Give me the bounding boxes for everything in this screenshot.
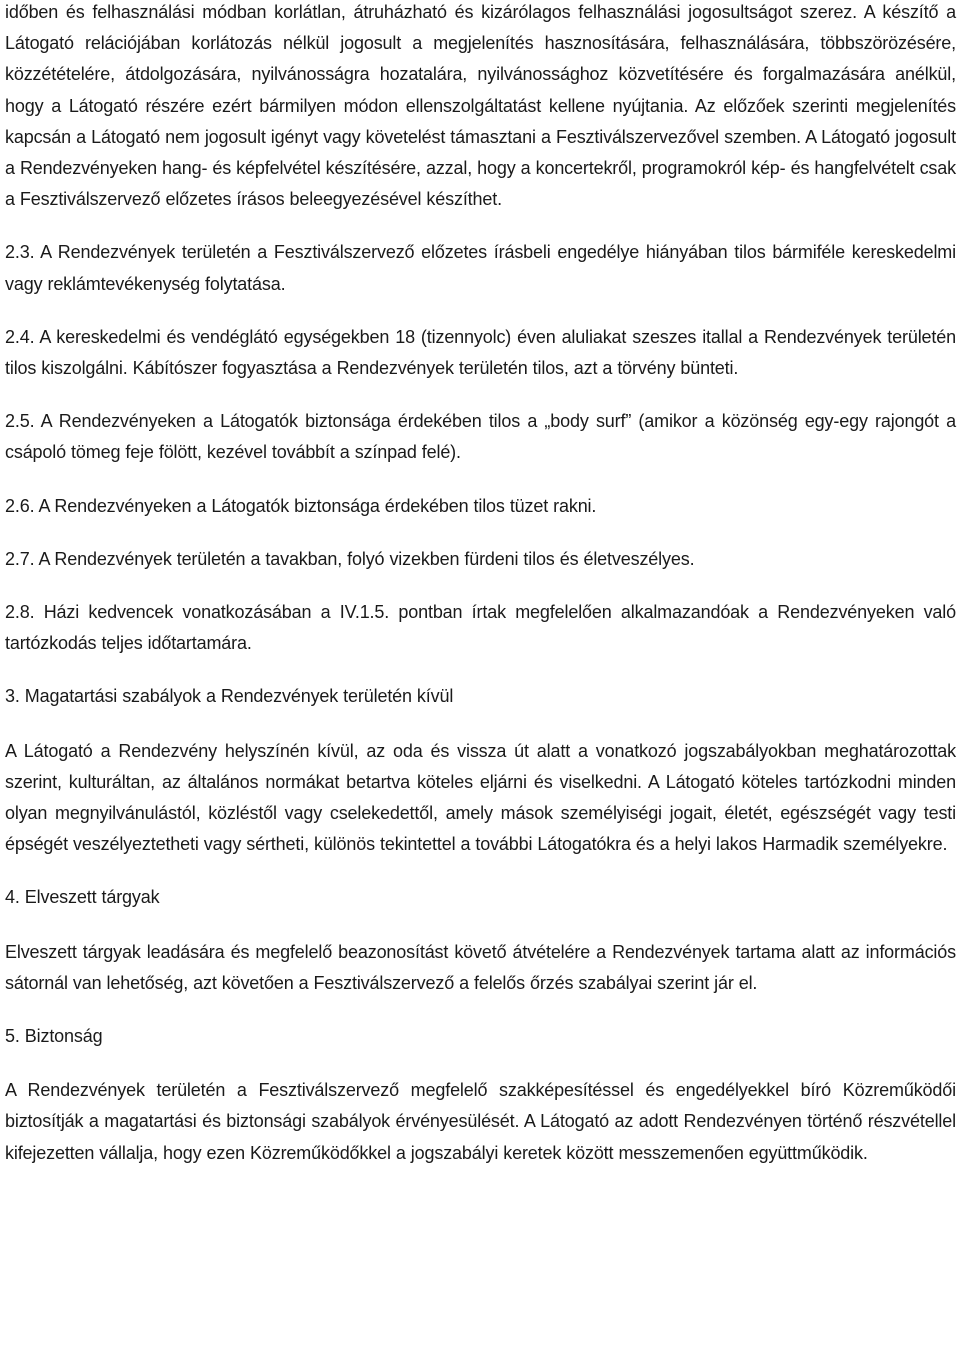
paragraph-intro: időben és felhasználási módban korlátlan, átruházható és kizárólagos felhasználási jogosultságot szerez. A készítő a Látogató relációjában korlátozás nélkül jogosult a megjelenítés hasznosítására, felhasználására, többszörözésére, közzétételére, átdolgozására, nyilvánosságra hozatalára, nyilvánossághoz közvetítésére és forgalmazására anélkül, hogy a Látogató részére ezért bármilyen módon ellenszolgáltatást kellene nyújtania. Az előzőek szerinti megjelenítés kapcsán a Látogató nem jogosult igényt vagy követelést támasztani a Fesztiválszervezővel szemben. A Látogató jogosult a Rendezvényeken hang- és képfelvétel készítésére, azzal, hogy a koncertekről, programokról kép- és hangfelvételt csak a Fesztiválszervező előzetes írásos beleegyezésével készíthet. bbox=[5, 2, 956, 210]
paragraph-2-3: 2.3. A Rendezvények területén a Fesztiválszervező előzetes írásbeli engedélye hiányában tilos bármiféle kereskedelmi vagy reklámtevékenység folytatása. bbox=[5, 242, 956, 294]
paragraph-2-6: 2.6. A Rendezvényeken a Látogatók biztonsága érdekében tilos tüzet rakni. bbox=[5, 495, 597, 516]
heading-section-4: 4. Elveszett tárgyak bbox=[5, 887, 160, 908]
paragraph-2-8: 2.8. Házi kedvencek vonatkozásában a IV.1.5. pontban írtak megfelelően alkalmazandóak a Rendezvényeken való tartózkodás teljes időtartamára. bbox=[5, 602, 956, 654]
paragraph-2-5: 2.5. A Rendezvényeken a Látogatók biztonsága érdekében tilos a „body surf” (amikor a közönség egy-egy rajongót a csápoló tömeg feje fölött, kezével továbbít a színpad felé). bbox=[5, 411, 956, 463]
paragraph-2-4: 2.4. A kereskedelmi és vendéglátó egységekben 18 (tizennyolc) éven aluliakat szeszes itallal a Rendezvények területén tilos kiszolgálni. Kábítószer fogyasztása a Rendezvények területén tilos, azt a törvény bünteti. bbox=[5, 326, 956, 379]
paragraph-section-4: Elveszett tárgyak leadására és megfelelő beazonosítást követő átvételére a Rendezvények tartama alatt az információs sátornál van lehetőség, azt követően a Fesztiválszervező a felelős őrzés szabályai szerint jár el. bbox=[5, 941, 956, 993]
paragraph-section-3: A Látogató a Rendezvény helyszínén kívül, az oda és vissza út alatt a vonatkozó jogszabályokban meghatározottak szerint, kulturáltan, az általános normákat betartva köteles eljárni és viselkedni. A Látogató köteles tartózkodni minden olyan megnyilvánulástól, közléstől vagy cselekedettől, amely mások személyiségi jogait, életét, egészségét vagy testi épségét veszélyeztetheti vagy sértheti, különös tekintettel a további Látogatókra és a helyi lakos Harmadik személyekre. bbox=[5, 740, 956, 855]
heading-section-5: 5. Biztonság bbox=[5, 1026, 103, 1047]
paragraph-2-7: 2.7. A Rendezvények területén a tavakban, folyó vizekben fürdeni tilos és életveszélyes. bbox=[5, 548, 695, 569]
document-page bbox=[5, 0, 956, 1169]
heading-section-3: 3. Magatartási szabályok a Rendezvények területén kívül bbox=[5, 686, 454, 707]
paragraph-section-5: A Rendezvények területén a Fesztiválszervező megfelelő szakképesítéssel és engedélyekkel bíró Közreműködői biztosítják a magatartási és biztonsági szabályok érvényesülését. A Látogató az adott Rendezvényen történő részvétellel kifejezetten vállalja, hogy ezen Közreműködőkkel a jogszabályi keretek között messzemenően együttműködik. bbox=[5, 1080, 956, 1163]
